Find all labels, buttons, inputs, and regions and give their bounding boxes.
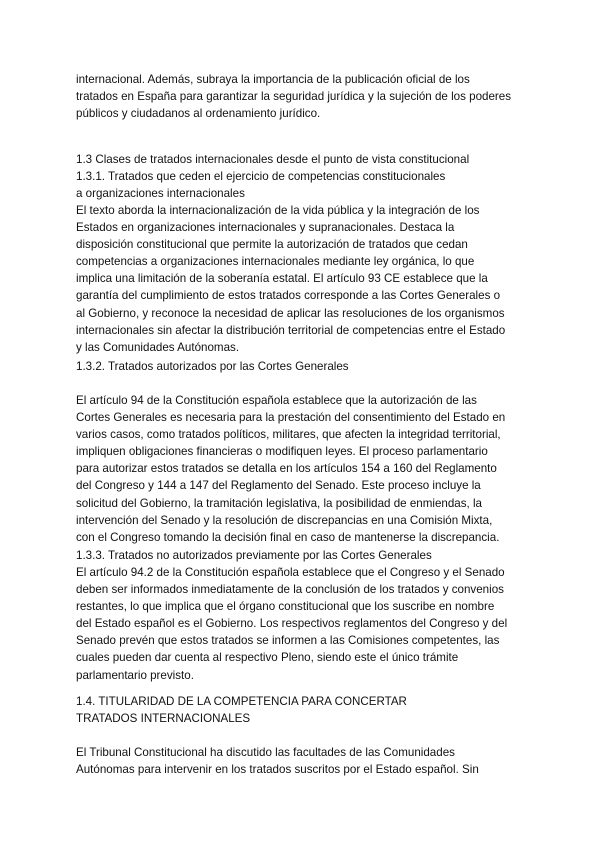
subsection-heading-1-3-2: 1.3.2. Tratados autorizados por las Cortes Generales <box>76 360 349 373</box>
paragraph-1-3-1: El texto aborda la internacionalización de la vida pública y la integración de los Estados en organizaciones internacionales y supranacionales. Destaca la disposición constitucional que permite la autorización de tratados que cedan competencias a organizaciones internacionales mediante ley orgánica, lo que implica una limitación de la soberanía estatal. El artículo 93 CE establece que la garantía del cumplimiento de estos tratados corresponde a las Cortes Generales o al Gobierno, y reconoce la necesidad de aplicar las resoluciones de los organismos internacionales sin afectar la distribución territorial de competencias entre el Estado y las Comunidades Autónomas. <box>76 204 506 354</box>
section-heading-1-3: 1.3 Clases de tratados internacionales desde el punto de vista constitucional <box>76 153 470 166</box>
paragraph-1-3-2: El artículo 94 de la Constitución española establece que la autorización de las Cortes Generales es necesaria para la prestación del consentimiento del Estado en varios casos, como tratados políticos, militares, que afecten la integridad territorial, impliquen obligaciones financieras o modifiquen leyes. El proceso parlamentario para autorizar estos tratados se detalla en los artículos 154 a 160 del Reglamento del Congreso y 144 a 147 del Reglamento del Senado. Este proceso incluye la solicitud del Gobierno, la tramitación legislativa, la posibilidad de enmiendas, la intervención del Senado y la resolución de discrepancias en una Comisión Mixta, con el Congreso tomando la decisión final en caso de mantenerse la discrepancia. <box>76 394 506 544</box>
subsection-heading-1-3-3: 1.3.3. Tratados no autorizados previamente por las Cortes Generales <box>76 549 432 562</box>
subsection-heading-1-3-1: 1.3.1. Tratados que ceden el ejercicio de competencias constitucionales a organizaciones internacionales <box>76 170 446 201</box>
paragraph-1-4: El Tribunal Constitucional ha discutido las facultades de las Comunidades Autónomas para intervenir en los tratados suscritos por el Estado español. Sin <box>76 746 479 777</box>
section-heading-1-4: 1.4. TITULARIDAD DE LA COMPETENCIA PARA CONCERTAR TRATADOS INTERNACIONALES <box>76 695 407 726</box>
intro-paragraph: internacional. Además, subraya la importancia de la publicación oficial de los tratados en España para garantizar la seguridad jurídica y la sujeción de los poderes públicos y ciudadanos al ordenamiento jurídico. <box>76 73 512 121</box>
paragraph-1-3-3: El artículo 94.2 de la Constitución española establece que el Congreso y el Senado deben ser informados inmediatamente de la conclusión de los tratados y convenios restantes, lo que implica que el órgano constitucional que los suscribe en nombre del Estado español es el Gobierno. Los respectivos reglamentos del Congreso y del Senado prevén que estos tratados se informen a las Comisiones competentes, las cuales pueden dar cuenta al respectivo Pleno, siendo este el único trámite parlamentario previsto. <box>76 566 508 682</box>
